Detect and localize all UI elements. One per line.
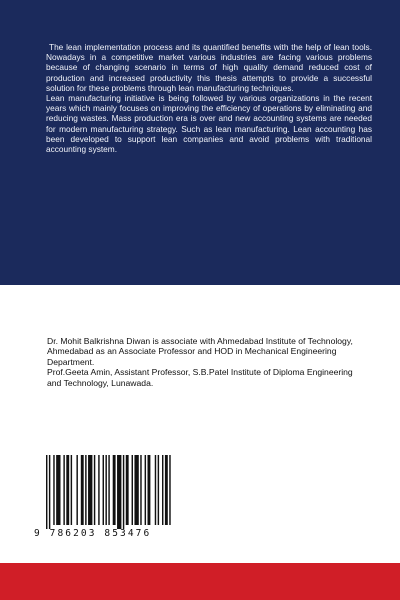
barcode-bar: [117, 455, 121, 529]
barcode-bar: [108, 455, 109, 525]
barcode-bar: [148, 455, 151, 525]
barcode-bar: [134, 455, 138, 525]
isbn-digits: 9 786203 853476: [34, 528, 152, 539]
barcode-bar: [165, 455, 168, 525]
barcode-bar: [98, 455, 99, 525]
barcode-bar: [105, 455, 106, 525]
barcode-bar: [63, 455, 64, 525]
barcode-bar: [140, 455, 141, 525]
barcode-bar: [103, 455, 104, 525]
barcode-bar: [49, 455, 50, 529]
barcode-bar: [56, 455, 60, 525]
red-bottom-band: [0, 563, 400, 600]
barcode-bars: [34, 453, 179, 529]
barcode-bar: [169, 455, 170, 525]
book-blurb: [46, 42, 372, 154]
barcode-bar: [132, 455, 133, 525]
barcode-bar: [71, 455, 72, 525]
barcode-bar: [85, 455, 86, 525]
barcode-bar: [126, 455, 129, 525]
barcode-bar: [46, 455, 47, 529]
isbn-barcode: [34, 453, 179, 541]
author-bio: [47, 336, 367, 388]
barcode-bar: [113, 455, 116, 525]
blue-blurb-panel: [0, 0, 400, 285]
blurb-paragraph-1: The lean implementation process and its quantified benefits with the help of lean tools. Nowadays in a competitive market various industries are facing various problems because of changing scenario in terms of high quality demand reduced cost of production and increased productivity this thesis attempts to provide a successful solution for these problems through lean manufacturing techniques.: [46, 42, 372, 93]
barcode-bar: [53, 455, 54, 525]
blurb-paragraph-2: Lean manufacturing initiative is being followed by various organizations in the recent years which mainly focuses on improving the efficiency of operations by eliminating and reducing wastes. Mass production era is over and new accounting systems are needed for modern manufacturing strategy. Such as lean manufacturing. Lean accounting has been developed to support lean companies and avoid problems with traditional accounting system.: [46, 93, 372, 155]
barcode-bar: [81, 455, 84, 525]
barcode-bar: [155, 455, 156, 525]
author-bio-line-1: Dr. Mohit Balkrishna Diwan is associate with Ahmedabad Institute of Technology, Ahmedabad as an Associate Professor and HOD in Mechanical Engineering Department.: [47, 336, 353, 367]
barcode-bar: [94, 455, 95, 525]
barcode-bar: [66, 455, 69, 525]
barcode-bar: [162, 455, 163, 525]
author-bio-line-2: Prof.Geeta Amin, Assistant Professor, S.B.Patel Institute of Diploma Engineering and Technology, Lunawada.: [47, 367, 353, 388]
barcode-bar: [158, 455, 159, 525]
barcode-bar: [76, 455, 77, 525]
barcode-bar: [145, 455, 146, 525]
barcode-bar: [123, 455, 124, 529]
barcode-bar: [88, 455, 92, 525]
